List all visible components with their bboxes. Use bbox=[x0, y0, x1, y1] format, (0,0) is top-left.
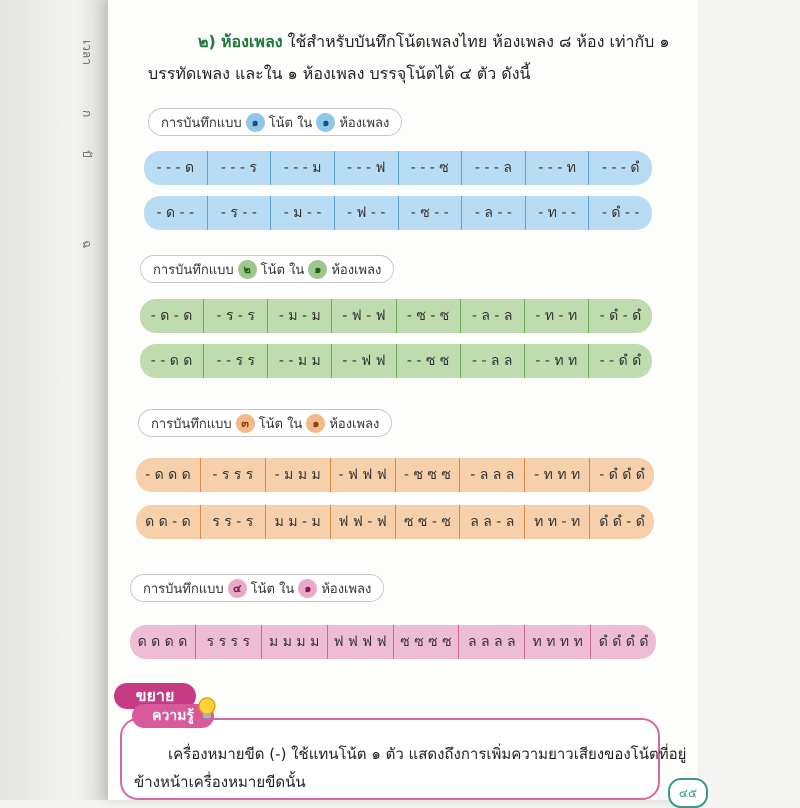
note-strip-1a bbox=[144, 151, 652, 185]
measure-cell: - ฟ - - bbox=[334, 196, 398, 230]
measure-cell: - - - ฟ bbox=[334, 151, 398, 185]
label-suffix: ห้องเพลง bbox=[331, 262, 382, 278]
label-prefix: การบันทึกแบบ bbox=[143, 581, 224, 597]
measure-cell: - ท - - bbox=[525, 196, 589, 230]
measure-cell: - ล - ล bbox=[460, 299, 524, 333]
measure-cell: - - ด ด bbox=[150, 353, 193, 369]
heading-number: ๒) bbox=[198, 32, 216, 51]
measure-cell: - - ดํ ดํ bbox=[588, 344, 652, 378]
measure-cell: - ดํ - ดํ bbox=[588, 299, 652, 333]
note-strip-4a bbox=[130, 625, 656, 659]
measure-cell: ด ด ด ด bbox=[137, 634, 188, 650]
measure-cell: - ฟ ฟ ฟ bbox=[330, 458, 395, 492]
section-label-1 bbox=[148, 108, 402, 136]
measure-cell: ดํ ดํ - ดํ bbox=[589, 505, 654, 539]
info-badge-line1: ขยาย bbox=[114, 683, 196, 709]
label-suffix: ห้องเพลง bbox=[339, 115, 390, 131]
note-strip-2a bbox=[140, 299, 652, 333]
measure-cell: - ล - - bbox=[461, 196, 525, 230]
note-strip-3a bbox=[136, 458, 654, 492]
measure-cell: - ร - - bbox=[207, 196, 271, 230]
heading-line1: ใช้สำหรับบันทึกโน้ตเพลงไทย ห้องเพลง ๘ ห้อง เท่ากับ ๑ bbox=[287, 32, 670, 51]
measure-cell: - - ซ ซ bbox=[396, 344, 460, 378]
measure-cell: - ด ด ด bbox=[145, 467, 191, 483]
note-strip-3b bbox=[136, 505, 654, 539]
measure-cell: - ท - ท bbox=[524, 299, 588, 333]
count-circle: ๔ bbox=[228, 579, 247, 598]
measure-cell: ซ ซ ซ ซ bbox=[393, 625, 459, 659]
measure-cell: - - - ล bbox=[461, 151, 525, 185]
label-prefix: การบันทึกแบบ bbox=[151, 416, 232, 432]
measure-cell: ท ท ท ท bbox=[524, 625, 590, 659]
measure-cell: - ม - - bbox=[270, 196, 334, 230]
section-label-4 bbox=[130, 574, 384, 602]
measure-cell: - ซ - - bbox=[398, 196, 462, 230]
label-suffix: ห้องเพลง bbox=[321, 581, 372, 597]
note-strip-2b bbox=[140, 344, 652, 378]
lightbulb-icon bbox=[196, 696, 218, 722]
measure-cell: - - - ซ bbox=[398, 151, 462, 185]
info-text-line1: เครื่องหมายขีด (-) ใช้แทนโน้ต ๑ ตัว แสดงถึงการเพิ่มความยาวเสียงของโน้ตที่อยู่ bbox=[168, 745, 687, 763]
measure-cell: - - - ด bbox=[156, 160, 195, 176]
section-heading bbox=[198, 30, 670, 55]
measure-cell: - - - ดํ bbox=[588, 151, 652, 185]
info-text-line2: ข้างหน้าเครื่องหมายขีดนั้น bbox=[134, 773, 306, 791]
count-circle: ๓ bbox=[236, 414, 255, 433]
measure-cell: - ม - ม bbox=[267, 299, 331, 333]
measure-cell: ฟ ฟ - ฟ bbox=[330, 505, 395, 539]
measure-cell: - - - ม bbox=[270, 151, 334, 185]
label-mid: โน้ต ใน bbox=[250, 581, 295, 597]
count-circle: ๒ bbox=[238, 260, 257, 279]
measure-cell: ดํ ดํ ดํ ดํ bbox=[590, 625, 656, 659]
measure-cell: ฟ ฟ ฟ ฟ bbox=[327, 625, 393, 659]
measure-cell: - - ท ท bbox=[524, 344, 588, 378]
note-strip-1b bbox=[144, 196, 652, 230]
measure-cell: - ดํ - - bbox=[588, 196, 652, 230]
measure-cell: - ด - ด bbox=[150, 308, 193, 324]
heading-line2: บรรทัดเพลง และใน ๑ ห้องเพลง บรรจุโน้ตได้ ๔ ตัว ดังนี้ bbox=[148, 64, 531, 83]
measure-cell: ท ท - ท bbox=[524, 505, 589, 539]
label-mid: โน้ต ใน bbox=[268, 115, 313, 131]
measure-cell: ล ล ล ล bbox=[458, 625, 524, 659]
measure-cell: - ซ - ซ bbox=[396, 299, 460, 333]
measure-cell: - ร ร ร bbox=[200, 458, 265, 492]
prev-page-text: ฉ bbox=[80, 240, 94, 249]
previous-page-edge bbox=[0, 0, 108, 800]
measure-cell: ล ล - ล bbox=[459, 505, 524, 539]
measure-cell: - - ร ร bbox=[203, 344, 267, 378]
measure-cell: - - - ท bbox=[525, 151, 589, 185]
page-number: ๔๕ bbox=[668, 778, 708, 808]
measure-cell: - - ฟ ฟ bbox=[331, 344, 395, 378]
measure-cell: - ล ล ล bbox=[459, 458, 524, 492]
room-circle: ๑ bbox=[306, 414, 325, 433]
label-prefix: การบันทึกแบบ bbox=[161, 115, 242, 131]
measure-cell: - ท ท ท bbox=[524, 458, 589, 492]
measure-cell: ซ ซ - ซ bbox=[395, 505, 460, 539]
room-circle: ๑ bbox=[316, 113, 335, 132]
label-suffix: ห้องเพลง bbox=[329, 416, 380, 432]
room-circle: ๑ bbox=[298, 579, 317, 598]
measure-cell: ม ม ม ม bbox=[261, 625, 327, 659]
room-circle: ๑ bbox=[308, 260, 327, 279]
measure-cell: - ฟ - ฟ bbox=[331, 299, 395, 333]
measure-cell: ด ด - ด bbox=[145, 514, 191, 530]
measure-cell: - ร - ร bbox=[203, 299, 267, 333]
count-circle: ๑ bbox=[246, 113, 265, 132]
section-label-3 bbox=[138, 409, 392, 437]
measure-cell: - - - ร bbox=[207, 151, 271, 185]
measure-cell: ร ร ร ร bbox=[195, 625, 261, 659]
measure-cell: - ม ม ม bbox=[265, 458, 330, 492]
measure-cell: - - ม ม bbox=[267, 344, 331, 378]
prev-page-text: ปั bbox=[80, 150, 94, 158]
heading-title: ห้องเพลง bbox=[220, 32, 283, 51]
measure-cell: ร ร - ร bbox=[200, 505, 265, 539]
measure-cell: ม ม - ม bbox=[265, 505, 330, 539]
info-badge-line2: ความรู้ bbox=[132, 704, 214, 728]
prev-page-text: เวลา bbox=[80, 40, 94, 65]
label-mid: โน้ต ใน bbox=[260, 262, 305, 278]
measure-cell: - - ล ล bbox=[460, 344, 524, 378]
label-mid: โน้ต ใน bbox=[258, 416, 303, 432]
measure-cell: - ด - - bbox=[156, 205, 195, 221]
measure-cell: - ดํ ดํ ดํ bbox=[589, 458, 654, 492]
label-prefix: การบันทึกแบบ bbox=[153, 262, 234, 278]
measure-cell: - ซ ซ ซ bbox=[395, 458, 460, 492]
prev-page-text: ก bbox=[80, 110, 94, 118]
section-label-2 bbox=[140, 255, 394, 283]
